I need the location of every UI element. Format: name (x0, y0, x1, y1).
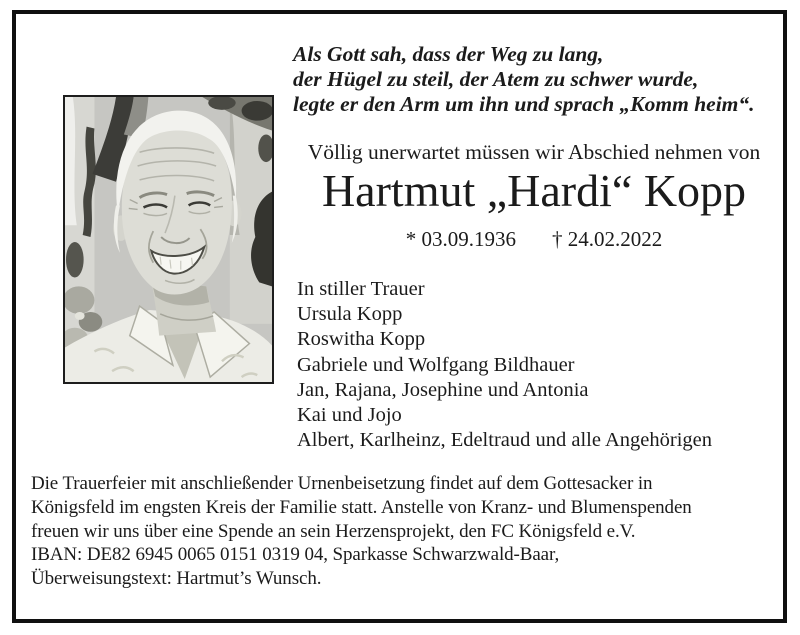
deceased-name: Hartmut „Hardi“ Kopp (321, 165, 747, 216)
mourner-line: Kai und Jojo (297, 404, 402, 427)
mourner-line: Ursula Kopp (297, 303, 403, 326)
mourner-line: Albert, Karlheinz, Edeltraud und alle Angehörigen (297, 429, 712, 452)
mourner-line: Jan, Rajana, Josephine und Antonia (297, 378, 589, 401)
memorial-poem (293, 42, 755, 117)
portrait-illustration (65, 97, 272, 382)
funeral-info-line: IBAN: DE82 6945 0065 0151 0319 04, Sparkasse Schwarzwald-Baar, (31, 544, 560, 566)
announcement-intro: Völlig unerwartet müssen wir Abschied nehmen von (307, 140, 761, 164)
poem-line-2: der Hügel zu steil, der Atem zu schwer wurde, (293, 67, 699, 91)
birth-date: * 03.09.1936 (405, 227, 516, 251)
mourners-heading: In stiller Trauer (297, 278, 425, 300)
funeral-info (31, 472, 692, 591)
funeral-info-line: Königsfeld im engsten Kreis der Familie statt. Anstelle von Kranz- und Blumenspenden (31, 496, 692, 518)
funeral-info-line: Die Trauerfeier mit anschließender Urnenbeisetzung findet auf dem Gottesacker in (31, 473, 653, 494)
poem-line-3: legte er den Arm um ihn und sprach „Komm heim“. (293, 92, 755, 116)
mourner-line: Gabriele und Wolfgang Bildhauer (297, 353, 575, 376)
funeral-info-line: freuen wir uns über eine Spende an sein Herzensprojekt, den FC Königsfeld e.V. (31, 520, 636, 542)
portrait-photo (63, 95, 274, 384)
death-date: † 24.02.2022 (552, 227, 663, 251)
mourner-line: Roswitha Kopp (297, 328, 426, 351)
poem-line-1: Als Gott sah, dass der Weg zu lang, (293, 42, 604, 66)
life-dates (293, 227, 775, 252)
funeral-info-line: Überweisungstext: Hartmut’s Wunsch. (31, 568, 322, 590)
mourners-list (297, 277, 712, 453)
